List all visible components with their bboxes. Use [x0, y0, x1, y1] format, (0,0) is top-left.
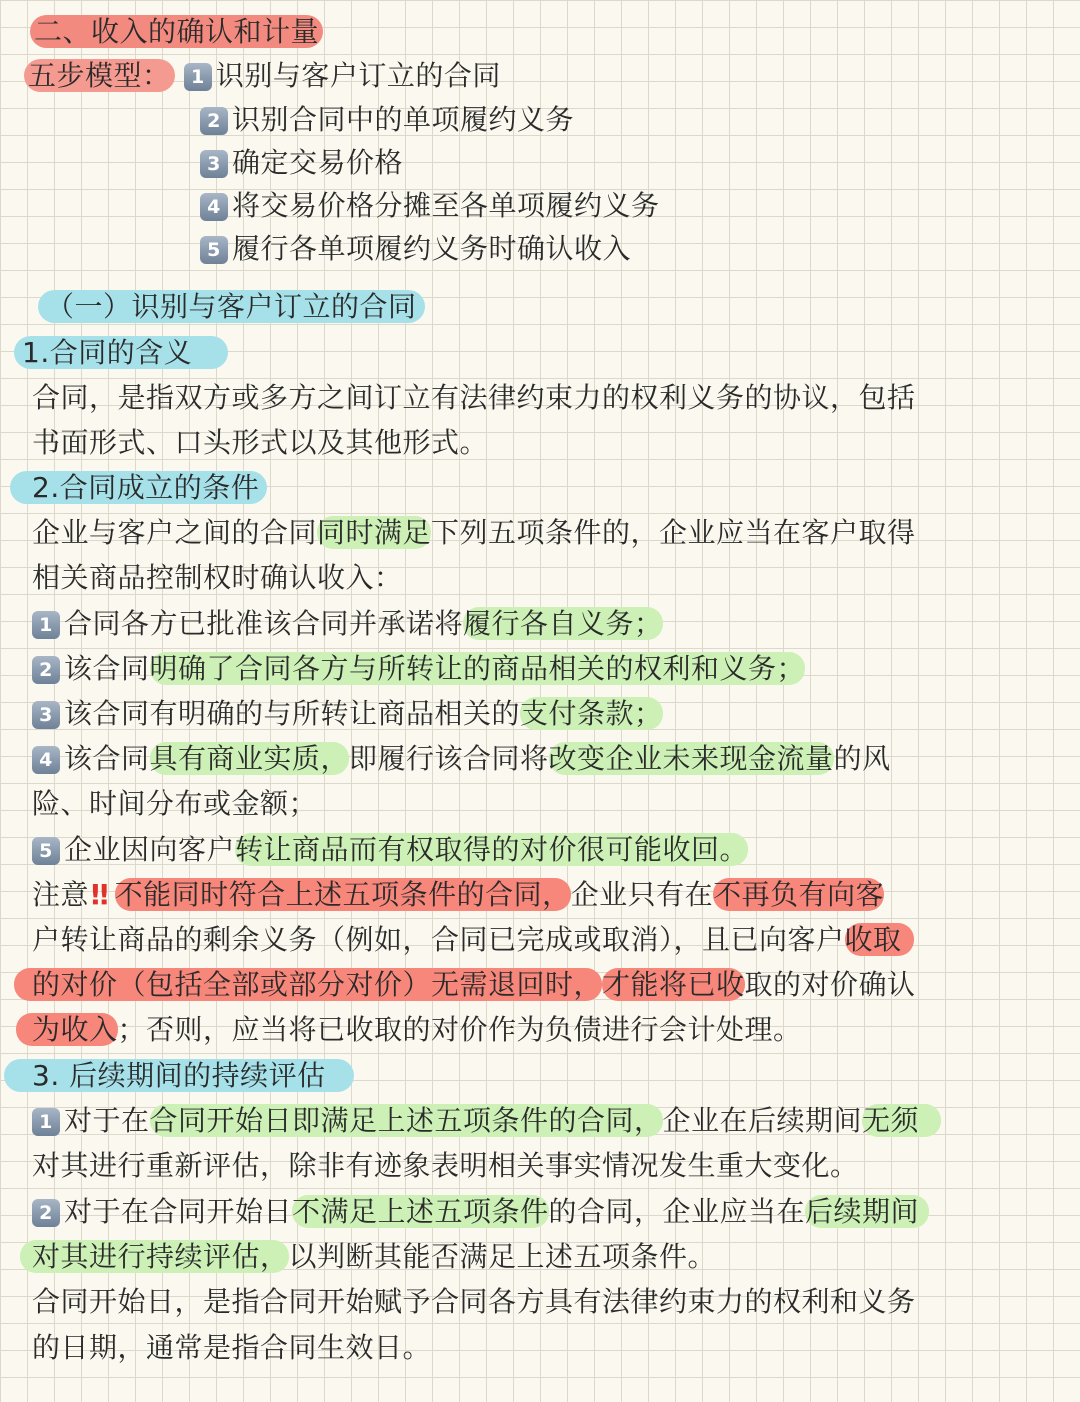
note-l4b: ；否则，应当将已收取的对价作为负债进行会计处理。	[117, 1013, 802, 1046]
condition-2	[32, 649, 805, 689]
intro-line-1	[32, 513, 916, 553]
condition-4-a: 该合同	[64, 742, 150, 775]
num-badge-2-icon: 2	[200, 107, 228, 135]
intro-a: 企业与客户之间的合同	[32, 516, 318, 549]
condition-3	[32, 694, 663, 734]
note-l2b: 收取	[845, 923, 914, 956]
note-b: 企业只有在	[570, 878, 714, 911]
num-badge-2-icon: 2	[32, 656, 60, 684]
num-badge-5-icon: 5	[32, 837, 60, 865]
evaluation-2-a: 对于在合同开始日	[64, 1195, 293, 1228]
evaluation-1-c: 企业在后续期间	[662, 1104, 863, 1137]
heading-2	[10, 468, 267, 508]
heading-3	[4, 1056, 354, 1096]
condition-2-a: 该合同	[64, 652, 150, 685]
num-badge-2-icon: 2	[32, 1199, 60, 1227]
note-line-4	[16, 1010, 802, 1050]
evaluation-1	[32, 1101, 941, 1141]
condition-3-b: 支付条款；	[520, 697, 663, 730]
heading-2-text: 2.合同成立的条件	[10, 471, 267, 504]
num-badge-5-icon: 5	[200, 236, 228, 264]
condition-4	[32, 739, 891, 779]
heading-3-text: 3. 后续期间的持续评估	[4, 1059, 354, 1092]
note-line-3	[14, 965, 916, 1005]
model-label: 五步模型：	[24, 59, 175, 92]
section-title-text: 二、收入的确认和计量	[30, 15, 323, 48]
start-date-line-2: 的日期，通常是指合同生效日。	[32, 1331, 432, 1364]
condition-2-b: 明确了合同各方与所转让的商品相关的权利和义务；	[149, 652, 806, 685]
condition-1-a: 合同各方已批准该合同并承诺将	[64, 607, 464, 640]
note-label: 注意	[32, 878, 90, 911]
note-l3b: 才能将已收	[602, 968, 745, 1001]
intro-line-2: 相关商品控制权时确认收入：	[32, 561, 403, 594]
sub-heading	[38, 287, 425, 327]
condition-4-line-2: 险、时间分布或金额；	[32, 787, 318, 820]
num-badge-3-icon: 3	[32, 701, 60, 729]
note-l3c: 取的对价确认	[744, 968, 916, 1001]
intro-c: 下列五项条件的，企业应当在客户取得	[431, 516, 916, 549]
evaluation-1-b: 合同开始日即满足上述五项条件的合同，	[149, 1104, 663, 1137]
step-1-text: 识别与客户订立的合同	[215, 59, 501, 92]
evaluation-2-l2a: 对其进行持续评估，	[20, 1240, 289, 1273]
num-badge-1-icon: 1	[184, 63, 212, 91]
condition-4-e: 的风	[833, 742, 891, 775]
condition-5-b: 转让商品而有权取得的对价很可能收回。	[235, 833, 749, 866]
evaluation-2-line-2	[20, 1237, 716, 1277]
num-badge-1-icon: 1	[32, 1108, 60, 1136]
step-5-text: 履行各单项履约义务时确认收入	[232, 232, 632, 265]
num-badge-4-icon: 4	[32, 746, 60, 774]
model-row-1	[24, 56, 501, 96]
condition-1	[32, 604, 663, 644]
evaluation-2-d: 后续期间	[805, 1195, 929, 1228]
step-3-text: 确定交易价格	[232, 146, 404, 179]
intro-b: 同时满足	[317, 516, 432, 549]
evaluation-2-b: 不满足上述五项条件	[292, 1195, 549, 1228]
note-a: 不能同时符合上述五项条件的合同，	[114, 878, 571, 911]
condition-5	[32, 830, 748, 870]
evaluation-1-line-2: 对其进行重新评估，除非有迹象表明相关事实情况发生重大变化。	[32, 1149, 859, 1182]
evaluation-2-l2b: 以判断其能否满足上述五项条件。	[288, 1240, 717, 1273]
definition-line-2: 书面形式、口头形式以及其他形式。	[32, 426, 489, 459]
evaluation-2-c: 的合同，企业应当在	[548, 1195, 806, 1228]
double-exclamation-icon: ‼	[91, 878, 107, 911]
model-step-5	[200, 229, 631, 269]
section-title	[30, 12, 323, 52]
step-2-text: 识别合同中的单项履约义务	[232, 103, 575, 136]
model-step-2	[200, 100, 574, 140]
condition-3-a: 该合同有明确的与所转让商品相关的	[64, 697, 521, 730]
sub-heading-text: （一）识别与客户订立的合同	[38, 290, 425, 323]
condition-5-a: 企业因向客户	[64, 833, 236, 866]
evaluation-1-a: 对于在	[64, 1104, 150, 1137]
condition-1-b: 履行各自义务；	[463, 607, 663, 640]
note-c: 不再负有向客	[713, 878, 885, 911]
note-line-2	[32, 920, 914, 960]
condition-4-d: 改变企业未来现金流量	[548, 742, 834, 775]
num-badge-3-icon: 3	[200, 150, 228, 178]
model-step-4	[200, 186, 660, 226]
condition-4-c: 即履行该合同将	[349, 742, 549, 775]
step-4-text: 将交易价格分摊至各单项履约义务	[232, 189, 660, 222]
start-date-line-1: 合同开始日，是指合同开始赋予合同各方具有法律约束力的权利和义务	[32, 1285, 916, 1318]
num-badge-1-icon: 1	[32, 611, 60, 639]
num-badge-4-icon: 4	[200, 193, 228, 221]
heading-1	[14, 333, 228, 373]
condition-4-b: 具有商业实质，	[149, 742, 350, 775]
note-l2a: 户转让商品的剩余义务（例如，合同已完成或取消），且已向客户	[32, 923, 845, 956]
model-step-3	[200, 143, 403, 183]
note-l3a: 的对价（包括全部或部分对价）无需退回时，	[14, 968, 602, 1001]
note-l4a: 为收入	[16, 1013, 118, 1046]
note-line-1	[32, 875, 884, 915]
evaluation-1-d: 无须	[862, 1104, 941, 1137]
heading-1-text: 1.合同的含义	[14, 336, 228, 369]
evaluation-2	[32, 1192, 929, 1232]
definition-line-1: 合同，是指双方或多方之间订立有法律约束力的权利义务的协议，包括	[32, 381, 916, 414]
